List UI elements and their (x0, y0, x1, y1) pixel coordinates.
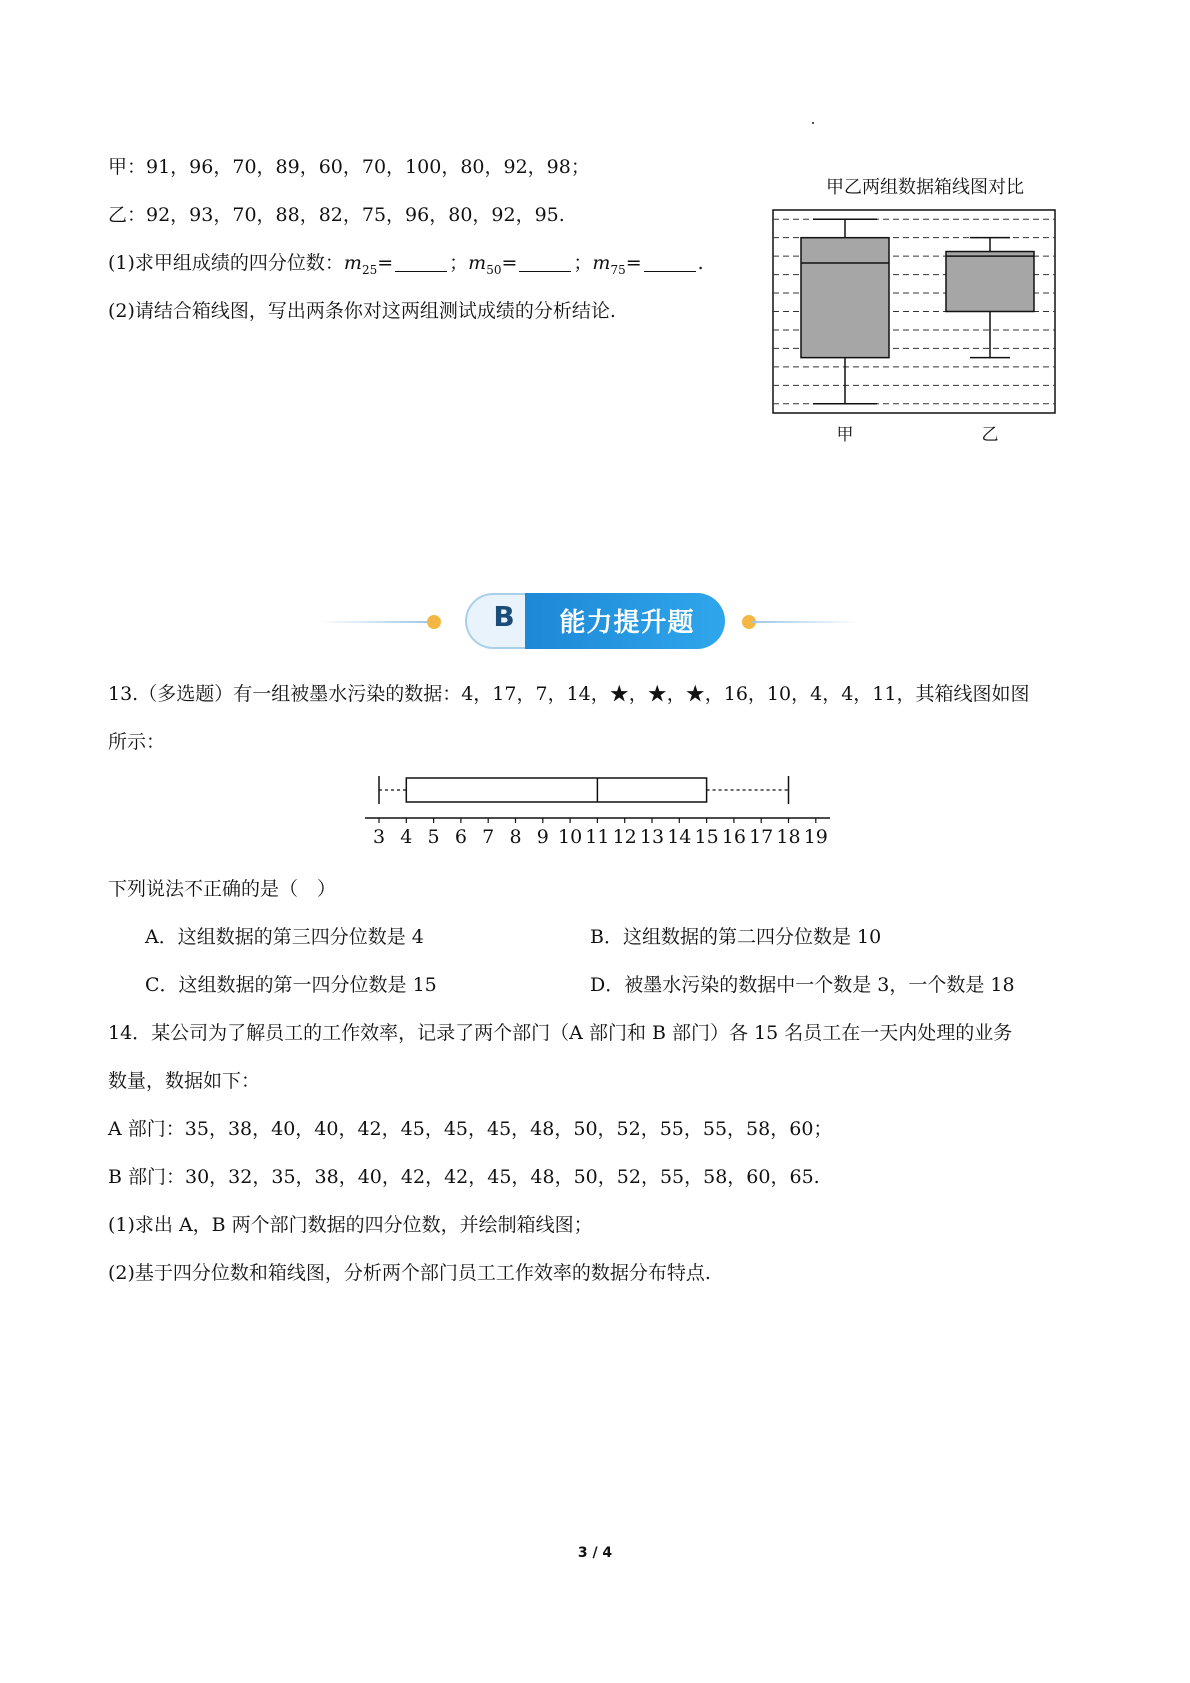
axis-ticks (373, 818, 828, 848)
tick-label-8: 8 (509, 826, 522, 848)
problem13-line1: 13.（多选题）有一组被墨水污染的数据：4，17，7，14，★，★，★，16，10，4，4，11，其箱线图如图 (108, 683, 1030, 705)
horizontal-box (379, 776, 789, 804)
m50-sub: 50 (486, 262, 502, 277)
banner-line-left (320, 621, 430, 623)
tick-label-9: 9 (536, 826, 549, 848)
option-d[interactable]: D．被墨水污染的数据中一个数是 3，一个数是 18 (590, 974, 1015, 996)
tick-label-5: 5 (427, 826, 440, 848)
jia-yi-boxplot-chart (765, 170, 1065, 460)
option-a[interactable]: A．这组数据的第三四分位数是 4 (145, 926, 424, 948)
m25-sep: ； (449, 252, 469, 274)
section-banner (320, 588, 860, 658)
q1-end: . (697, 252, 704, 274)
yi-data-line: 乙：92，93，70，88，82，75，96，80，92，95. (108, 204, 565, 226)
problem13-question: 下列说法不正确的是（ ） (108, 878, 337, 900)
m25-blank[interactable] (395, 253, 447, 272)
dept-b-data: B 部门：30，32，35，38，40，42，42，45，48，50，52，55，58，60，65. (108, 1166, 820, 1188)
tick-label-3: 3 (372, 826, 386, 848)
chart-title: 甲乙两组数据箱线图对比 (826, 177, 1024, 198)
banner-dot-left (427, 615, 441, 629)
option-c[interactable]: C．这组数据的第一四分位数是 15 (145, 974, 437, 996)
box-yi (946, 238, 1034, 358)
problem12-q2: (2)请结合箱线图，写出两条你对这两组测试成绩的分析结论. (108, 300, 616, 322)
page-number: 3 / 4 (577, 1545, 613, 1561)
tick-label-19: 19 (803, 826, 828, 848)
iqr-box (801, 238, 889, 358)
problem14-q1: (1)求出 A，B 两个部门数据的四分位数，并绘制箱线图； (108, 1214, 593, 1236)
m25-var: m (343, 252, 362, 274)
dept-a-data: A 部门：35，38，40，40，42，45，45，45，48，50，52，55，55，58，60； (108, 1118, 833, 1140)
chart-category-labels (837, 425, 999, 445)
tick-label-16: 16 (721, 826, 746, 848)
tick-label-10: 10 (558, 826, 583, 848)
m50-eq: = (501, 252, 518, 274)
problem12-q1 (108, 250, 704, 283)
problem14-line1: 14．某公司为了解员工的工作效率，记录了两个部门（A 部门和 B 部门）各 15 名员工在一天内处理的业务 (108, 1022, 1013, 1044)
category-label-yi: 乙 (981, 425, 999, 445)
jia-data-line: 甲：91，96，70，89，60，70，100，80，92，98； (108, 156, 590, 178)
m75-eq: = (625, 252, 642, 274)
problem14-line2: 数量，数据如下： (108, 1070, 261, 1092)
m75-var: m (592, 252, 611, 274)
tick-label-18: 18 (776, 826, 801, 848)
m50-var: m (468, 252, 487, 274)
box-jia (801, 219, 889, 404)
option-b[interactable]: B．这组数据的第二四分位数是 10 (590, 926, 882, 948)
iqr-box (406, 778, 706, 802)
m50-blank[interactable] (519, 253, 571, 272)
m75-blank[interactable] (644, 253, 696, 272)
banner-line-right (752, 621, 860, 623)
tick-label-7: 7 (482, 826, 495, 848)
stray-dot (812, 122, 814, 124)
tick-label-17: 17 (749, 826, 774, 848)
tick-label-13: 13 (639, 826, 665, 848)
problem13-line2: 所示： (108, 731, 166, 753)
ink-data-boxplot (360, 770, 840, 860)
banner-label: 能力提升题 (559, 608, 695, 638)
m75-sub: 75 (610, 262, 626, 277)
m25-eq: = (377, 252, 394, 274)
tick-label-14: 14 (667, 826, 692, 848)
tick-label-15: 15 (694, 826, 719, 848)
tick-label-6: 6 (454, 826, 467, 848)
tick-label-12: 12 (612, 826, 637, 848)
tick-label-11: 11 (585, 826, 610, 848)
m50-sep: ； (573, 252, 593, 274)
problem14-q2: (2)基于四分位数和箱线图，分析两个部门员工工作效率的数据分布特点. (108, 1262, 711, 1284)
q1-prefix: (1)求甲组成绩的四分位数： (108, 252, 344, 274)
tick-label-4: 4 (400, 826, 413, 848)
m25-sub: 25 (361, 262, 378, 277)
iqr-box (946, 252, 1034, 312)
banner-letter: B (493, 600, 515, 633)
category-label-jia: 甲 (836, 425, 854, 445)
